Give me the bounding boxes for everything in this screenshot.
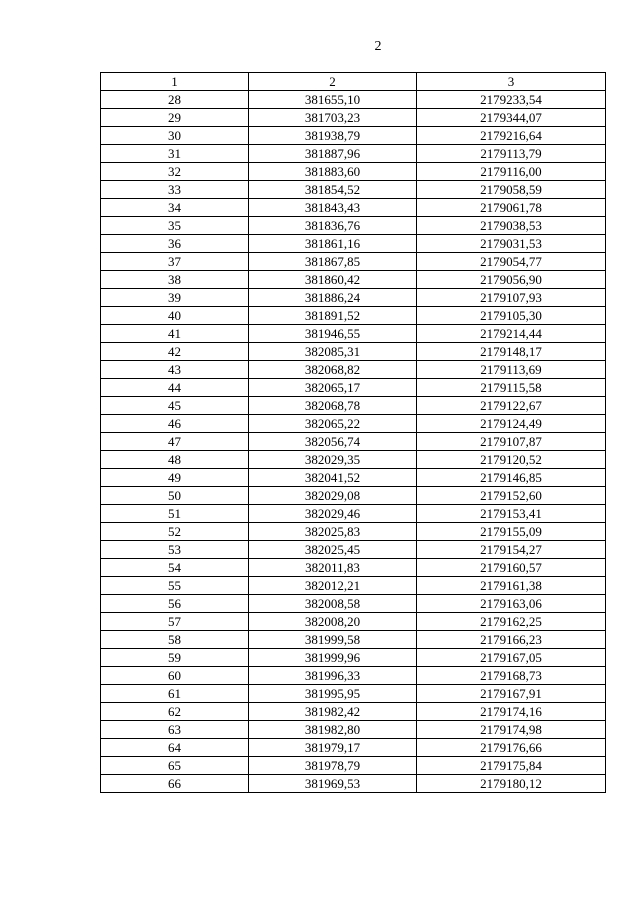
y-coordinate-cell: 2179058,59 bbox=[417, 181, 606, 199]
point-number-cell: 59 bbox=[101, 649, 249, 667]
y-coordinate-cell: 2179115,58 bbox=[417, 379, 606, 397]
table-row bbox=[101, 451, 606, 469]
point-number-cell: 30 bbox=[101, 127, 249, 145]
x-coordinate-cell: 382085,31 bbox=[249, 343, 417, 361]
y-coordinate-cell: 2179116,00 bbox=[417, 163, 606, 181]
y-coordinate-cell: 2179344,07 bbox=[417, 109, 606, 127]
x-coordinate-cell: 381979,17 bbox=[249, 739, 417, 757]
point-number-cell: 50 bbox=[101, 487, 249, 505]
point-number-cell: 44 bbox=[101, 379, 249, 397]
column-header-2: 2 bbox=[249, 73, 417, 91]
y-coordinate-cell: 2179180,12 bbox=[417, 775, 606, 793]
point-number-cell: 56 bbox=[101, 595, 249, 613]
x-coordinate-cell: 382008,58 bbox=[249, 595, 417, 613]
y-coordinate-cell: 2179113,79 bbox=[417, 145, 606, 163]
table-row bbox=[101, 433, 606, 451]
table-row bbox=[101, 145, 606, 163]
page-number: 2 bbox=[374, 39, 382, 54]
y-coordinate-cell: 2179124,49 bbox=[417, 415, 606, 433]
table-row bbox=[101, 199, 606, 217]
table-row bbox=[101, 235, 606, 253]
x-coordinate-cell: 381883,60 bbox=[249, 163, 417, 181]
point-number-cell: 48 bbox=[101, 451, 249, 469]
y-coordinate-cell: 2179167,91 bbox=[417, 685, 606, 703]
x-coordinate-cell: 382065,17 bbox=[249, 379, 417, 397]
y-coordinate-cell: 2179054,77 bbox=[417, 253, 606, 271]
x-coordinate-cell: 381860,42 bbox=[249, 271, 417, 289]
x-coordinate-cell: 382029,46 bbox=[249, 505, 417, 523]
y-coordinate-cell: 2179061,78 bbox=[417, 199, 606, 217]
x-coordinate-cell: 381999,96 bbox=[249, 649, 417, 667]
table-row bbox=[101, 559, 606, 577]
y-coordinate-cell: 2179056,90 bbox=[417, 271, 606, 289]
point-number-cell: 57 bbox=[101, 613, 249, 631]
x-coordinate-cell: 381703,23 bbox=[249, 109, 417, 127]
point-number-cell: 49 bbox=[101, 469, 249, 487]
y-coordinate-cell: 2179167,05 bbox=[417, 649, 606, 667]
point-number-cell: 65 bbox=[101, 757, 249, 775]
x-coordinate-cell: 382008,20 bbox=[249, 613, 417, 631]
table-row bbox=[101, 523, 606, 541]
x-coordinate-cell: 382011,83 bbox=[249, 559, 417, 577]
point-number-cell: 39 bbox=[101, 289, 249, 307]
table-row bbox=[101, 505, 606, 523]
table-row bbox=[101, 775, 606, 793]
x-coordinate-cell: 382065,22 bbox=[249, 415, 417, 433]
x-coordinate-cell: 382068,78 bbox=[249, 397, 417, 415]
coordinates-table bbox=[100, 72, 606, 793]
y-coordinate-cell: 2179107,87 bbox=[417, 433, 606, 451]
x-coordinate-cell: 381999,58 bbox=[249, 631, 417, 649]
y-coordinate-cell: 2179153,41 bbox=[417, 505, 606, 523]
point-number-cell: 58 bbox=[101, 631, 249, 649]
x-coordinate-cell: 381886,24 bbox=[249, 289, 417, 307]
x-coordinate-cell: 382056,74 bbox=[249, 433, 417, 451]
column-header-3: 3 bbox=[417, 73, 606, 91]
point-number-cell: 52 bbox=[101, 523, 249, 541]
table-row bbox=[101, 109, 606, 127]
point-number-cell: 66 bbox=[101, 775, 249, 793]
table-row bbox=[101, 127, 606, 145]
y-coordinate-cell: 2179038,53 bbox=[417, 217, 606, 235]
table-row bbox=[101, 685, 606, 703]
point-number-cell: 28 bbox=[101, 91, 249, 109]
y-coordinate-cell: 2179175,84 bbox=[417, 757, 606, 775]
point-number-cell: 55 bbox=[101, 577, 249, 595]
table-row bbox=[101, 541, 606, 559]
table-row bbox=[101, 307, 606, 325]
point-number-cell: 54 bbox=[101, 559, 249, 577]
x-coordinate-cell: 382029,08 bbox=[249, 487, 417, 505]
x-coordinate-cell: 381996,33 bbox=[249, 667, 417, 685]
x-coordinate-cell: 381969,53 bbox=[249, 775, 417, 793]
table-header bbox=[101, 73, 606, 91]
table-row bbox=[101, 577, 606, 595]
point-number-cell: 41 bbox=[101, 325, 249, 343]
x-coordinate-cell: 382012,21 bbox=[249, 577, 417, 595]
y-coordinate-cell: 2179107,93 bbox=[417, 289, 606, 307]
x-coordinate-cell: 381843,43 bbox=[249, 199, 417, 217]
y-coordinate-cell: 2179162,25 bbox=[417, 613, 606, 631]
point-number-cell: 64 bbox=[101, 739, 249, 757]
table-row bbox=[101, 631, 606, 649]
x-coordinate-cell: 381978,79 bbox=[249, 757, 417, 775]
y-coordinate-cell: 2179233,54 bbox=[417, 91, 606, 109]
y-coordinate-cell: 2179155,09 bbox=[417, 523, 606, 541]
header-row bbox=[101, 73, 606, 91]
point-number-cell: 45 bbox=[101, 397, 249, 415]
point-number-cell: 36 bbox=[101, 235, 249, 253]
x-coordinate-cell: 382025,83 bbox=[249, 523, 417, 541]
x-coordinate-cell: 381946,55 bbox=[249, 325, 417, 343]
x-coordinate-cell: 382025,45 bbox=[249, 541, 417, 559]
x-coordinate-cell: 381655,10 bbox=[249, 91, 417, 109]
x-coordinate-cell: 382068,82 bbox=[249, 361, 417, 379]
point-number-cell: 53 bbox=[101, 541, 249, 559]
y-coordinate-cell: 2179166,23 bbox=[417, 631, 606, 649]
y-coordinate-cell: 2179113,69 bbox=[417, 361, 606, 379]
point-number-cell: 35 bbox=[101, 217, 249, 235]
y-coordinate-cell: 2179160,57 bbox=[417, 559, 606, 577]
point-number-cell: 46 bbox=[101, 415, 249, 433]
table-row bbox=[101, 163, 606, 181]
x-coordinate-cell: 381867,85 bbox=[249, 253, 417, 271]
point-number-cell: 60 bbox=[101, 667, 249, 685]
table-row bbox=[101, 325, 606, 343]
y-coordinate-cell: 2179122,67 bbox=[417, 397, 606, 415]
table-row bbox=[101, 217, 606, 235]
x-coordinate-cell: 381995,95 bbox=[249, 685, 417, 703]
y-coordinate-cell: 2179152,60 bbox=[417, 487, 606, 505]
point-number-cell: 43 bbox=[101, 361, 249, 379]
point-number-cell: 38 bbox=[101, 271, 249, 289]
y-coordinate-cell: 2179174,16 bbox=[417, 703, 606, 721]
table-row bbox=[101, 379, 606, 397]
y-coordinate-cell: 2179161,38 bbox=[417, 577, 606, 595]
y-coordinate-cell: 2179120,52 bbox=[417, 451, 606, 469]
x-coordinate-cell: 382029,35 bbox=[249, 451, 417, 469]
table-row bbox=[101, 253, 606, 271]
table-row bbox=[101, 487, 606, 505]
table-row bbox=[101, 361, 606, 379]
table-row bbox=[101, 649, 606, 667]
table-row bbox=[101, 91, 606, 109]
table-row bbox=[101, 397, 606, 415]
y-coordinate-cell: 2179174,98 bbox=[417, 721, 606, 739]
table-row bbox=[101, 469, 606, 487]
y-coordinate-cell: 2179148,17 bbox=[417, 343, 606, 361]
point-number-cell: 62 bbox=[101, 703, 249, 721]
y-coordinate-cell: 2179214,44 bbox=[417, 325, 606, 343]
point-number-cell: 47 bbox=[101, 433, 249, 451]
table-row bbox=[101, 343, 606, 361]
x-coordinate-cell: 381861,16 bbox=[249, 235, 417, 253]
y-coordinate-cell: 2179168,73 bbox=[417, 667, 606, 685]
table-row bbox=[101, 757, 606, 775]
x-coordinate-cell: 381891,52 bbox=[249, 307, 417, 325]
point-number-cell: 61 bbox=[101, 685, 249, 703]
y-coordinate-cell: 2179031,53 bbox=[417, 235, 606, 253]
x-coordinate-cell: 381982,80 bbox=[249, 721, 417, 739]
point-number-cell: 31 bbox=[101, 145, 249, 163]
x-coordinate-cell: 381854,52 bbox=[249, 181, 417, 199]
y-coordinate-cell: 2179105,30 bbox=[417, 307, 606, 325]
y-coordinate-cell: 2179216,64 bbox=[417, 127, 606, 145]
point-number-cell: 33 bbox=[101, 181, 249, 199]
x-coordinate-cell: 381982,42 bbox=[249, 703, 417, 721]
table-row bbox=[101, 613, 606, 631]
point-number-cell: 40 bbox=[101, 307, 249, 325]
table-row bbox=[101, 181, 606, 199]
x-coordinate-cell: 381887,96 bbox=[249, 145, 417, 163]
table-row bbox=[101, 703, 606, 721]
point-number-cell: 42 bbox=[101, 343, 249, 361]
point-number-cell: 37 bbox=[101, 253, 249, 271]
x-coordinate-cell: 381938,79 bbox=[249, 127, 417, 145]
y-coordinate-cell: 2179163,06 bbox=[417, 595, 606, 613]
point-number-cell: 63 bbox=[101, 721, 249, 739]
table-row bbox=[101, 721, 606, 739]
table-row bbox=[101, 271, 606, 289]
table-row bbox=[101, 739, 606, 757]
table-row bbox=[101, 595, 606, 613]
y-coordinate-cell: 2179146,85 bbox=[417, 469, 606, 487]
table-body bbox=[101, 91, 606, 793]
point-number-cell: 34 bbox=[101, 199, 249, 217]
x-coordinate-cell: 381836,76 bbox=[249, 217, 417, 235]
y-coordinate-cell: 2179154,27 bbox=[417, 541, 606, 559]
point-number-cell: 51 bbox=[101, 505, 249, 523]
point-number-cell: 32 bbox=[101, 163, 249, 181]
table-row bbox=[101, 667, 606, 685]
x-coordinate-cell: 382041,52 bbox=[249, 469, 417, 487]
table-row bbox=[101, 415, 606, 433]
y-coordinate-cell: 2179176,66 bbox=[417, 739, 606, 757]
column-header-1: 1 bbox=[101, 73, 249, 91]
table-row bbox=[101, 289, 606, 307]
point-number-cell: 29 bbox=[101, 109, 249, 127]
